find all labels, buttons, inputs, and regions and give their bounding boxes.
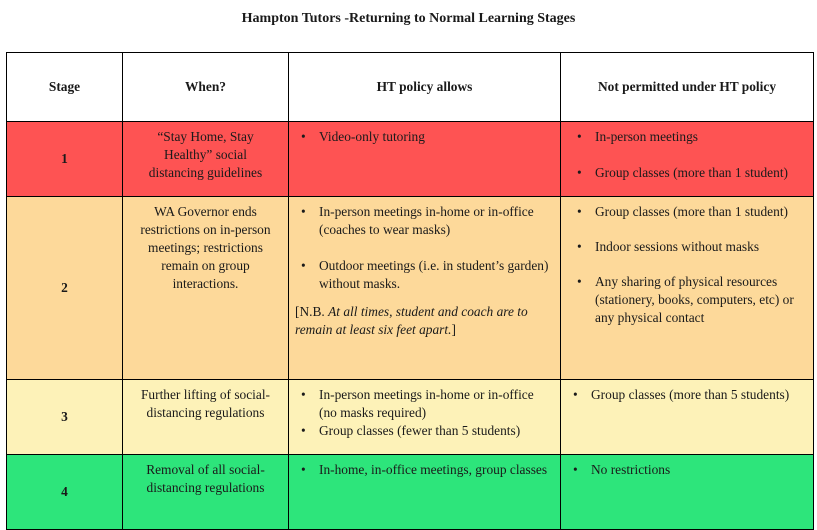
- header-row: [7, 53, 814, 122]
- stage-allows: [289, 197, 561, 380]
- stage-number: 3: [7, 380, 123, 455]
- header-allows: HT policy allows: [289, 53, 561, 122]
- list-item: • In-person meetings in-home or in-office (no masks required): [301, 387, 534, 420]
- bullet-icon: •: [301, 258, 306, 273]
- bullet-icon: •: [301, 387, 306, 402]
- bullet-icon: •: [301, 129, 306, 144]
- stage-allows: [289, 380, 561, 455]
- list-item: • Group classes (more than 5 students): [573, 387, 790, 402]
- table-row-stage-4: [7, 455, 814, 530]
- stage-not-permitted: [561, 197, 814, 380]
- bullet-icon: •: [577, 204, 582, 219]
- stage-allows: [289, 122, 561, 197]
- bullet-icon: •: [573, 387, 578, 402]
- stage-not-permitted: [561, 455, 814, 530]
- document-title: Hampton Tutors -Returning to Normal Learning Stages: [241, 11, 576, 26]
- header-not-permitted: Not permitted under HT policy: [561, 53, 814, 122]
- stage-allows: [289, 455, 561, 530]
- bullet-icon: •: [301, 462, 306, 477]
- stages-table: [6, 52, 814, 530]
- bullet-icon: •: [577, 165, 582, 180]
- list-item: • Group classes (more than 1 student): [577, 204, 789, 219]
- bullet-icon: •: [577, 129, 582, 144]
- stage-when: “Stay Home, Stay Healthy” social distancing guidelines: [123, 122, 289, 197]
- stage-number: 4: [7, 455, 123, 530]
- stage-number: 1: [7, 122, 123, 197]
- bullet-icon: •: [301, 423, 306, 438]
- bullet-icon: •: [577, 239, 582, 254]
- stage-when: WA Governor ends restrictions on in-person meetings; restrictions remain on group interactions.: [123, 197, 289, 380]
- list-item: • In-person meetings: [577, 129, 699, 144]
- stage-not-permitted: [561, 122, 814, 197]
- list-item: • In-home, in-office meetings, group classes: [301, 462, 548, 477]
- stage-when: Removal of all social-distancing regulations: [123, 455, 289, 530]
- safety-note: [N.B. At all times, student and coach are to remain at least six feet apart.]: [295, 304, 528, 337]
- table-row-stage-3: [7, 380, 814, 455]
- stage-number: 2: [7, 197, 123, 380]
- list-item: • No restrictions: [573, 462, 671, 477]
- bullet-icon: •: [301, 204, 306, 219]
- list-item: • Video-only tutoring: [301, 129, 425, 144]
- stage-when: Further lifting of social-distancing regulations: [123, 380, 289, 455]
- list-item: • Group classes (more than 1 student): [577, 165, 789, 180]
- list-item: • Indoor sessions without masks: [577, 239, 760, 254]
- list-item: • In-person meetings in-home or in-office (coaches to wear masks): [301, 204, 534, 237]
- header-stage: Stage: [7, 53, 123, 122]
- header-when: When?: [123, 53, 289, 122]
- table-row-stage-2: [7, 197, 814, 380]
- bullet-icon: •: [577, 274, 582, 289]
- list-item: • Outdoor meetings (i.e. in student’s garden) without masks.: [301, 258, 549, 291]
- table-row-stage-1: [7, 122, 814, 197]
- list-item: • Group classes (fewer than 5 students): [301, 423, 521, 438]
- list-item: • Any sharing of physical resources (stationery, books, computers, etc) or any physical contact: [577, 274, 794, 325]
- bullet-icon: •: [573, 462, 578, 477]
- stage-not-permitted: [561, 380, 814, 455]
